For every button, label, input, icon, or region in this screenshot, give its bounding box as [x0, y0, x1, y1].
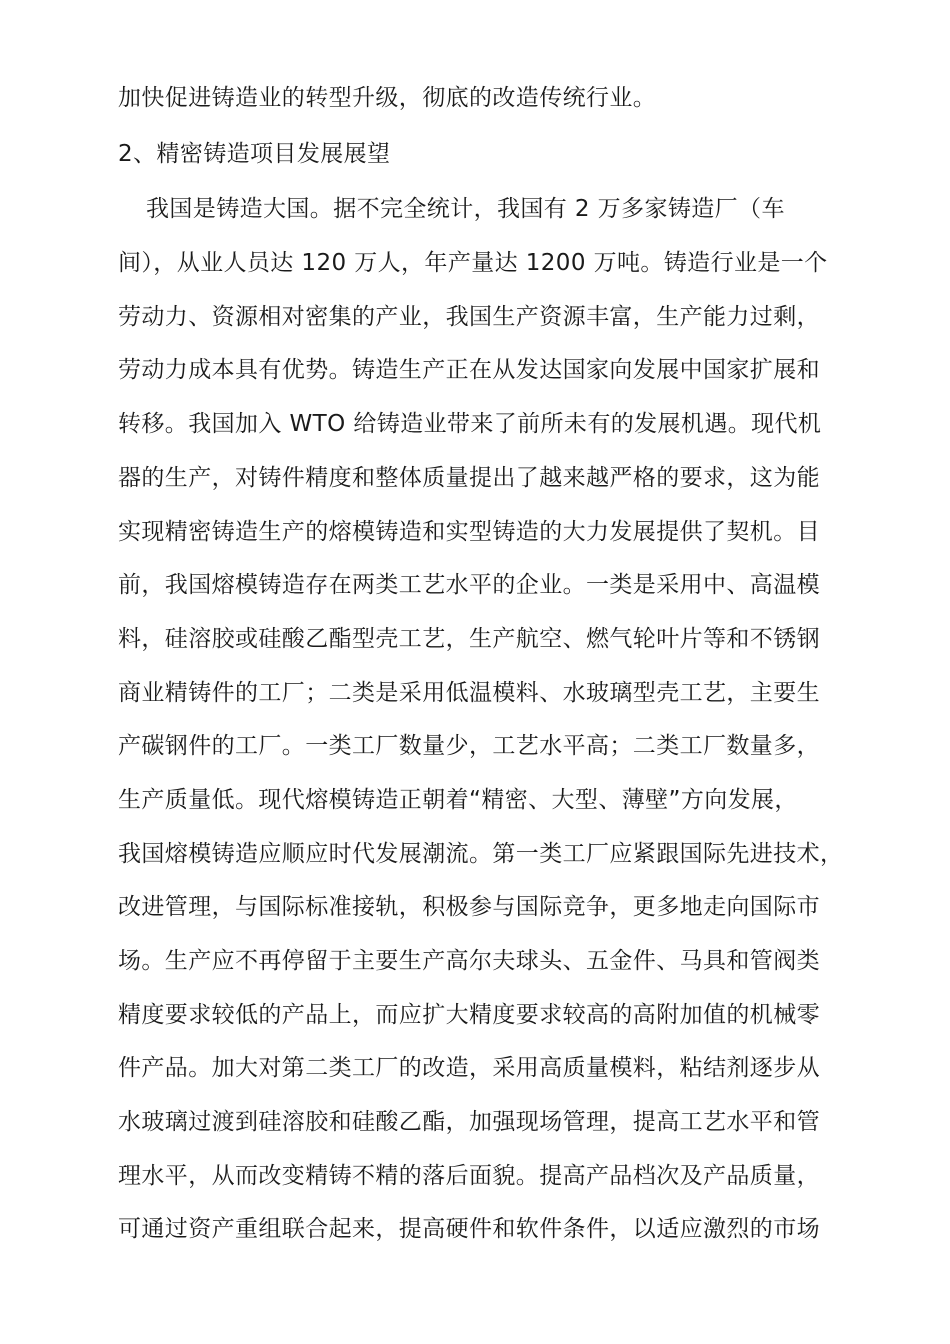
paragraph-line: 商业精铸件的工厂；二类是采用低温模料、水玻璃型壳工艺，主要生 — [118, 679, 820, 706]
section-heading: 2、精密铸造项目发展展望 — [118, 140, 391, 167]
paragraph-line: 改进管理，与国际标准接轨，积极参与国际竞争，更多地走向国际市 — [118, 894, 820, 921]
paragraph-line: 劳动力成本具有优势。铸造生产正在从发达国家向发展中国家扩展和 — [118, 357, 820, 384]
paragraph-line: 件产品。加大对第二类工厂的改造，采用高质量模料，粘结剂逐步从 — [118, 1055, 820, 1082]
paragraph-line: 水玻璃过渡到硅溶胶和硅酸乙酯，加强现场管理，提高工艺水平和管 — [118, 1109, 820, 1136]
paragraph-line: 生产质量低。现代熔模铸造正朝着“精密、大型、薄壁”方向发展， — [118, 786, 798, 813]
paragraph-line: 可通过资产重组联合起来，提高硬件和软件条件，以适应激烈的市场 — [118, 1216, 820, 1243]
paragraph-line: 料，硅溶胶或硅酸乙酯型壳工艺，生产航空、燃气轮叶片等和不锈钢 — [118, 625, 820, 652]
intro-line: 加快促进铸造业的转型升级，彻底的改造传统行业。 — [118, 85, 657, 111]
paragraph-line: 产碳钢件的工厂。一类工厂数量少，工艺水平高；二类工厂数量多， — [118, 733, 820, 760]
paragraph-line: 前，我国熔模铸造存在两类工艺水平的企业。一类是采用中、高温模 — [118, 572, 820, 599]
paragraph-line: 间），从业人员达 120 万人，年产量达 1200 万吨。铸造行业是一个 — [118, 250, 828, 277]
paragraph-line: 我国是铸造大国。据不完全统计，我国有 2 万多家铸造厂（车 — [146, 196, 785, 223]
paragraph-line: 转移。我国加入 WTO 给铸造业带来了前所未有的发展机遇。现代机 — [118, 411, 822, 438]
paragraph-line: 场。生产应不再停留于主要生产高尔夫球头、五金件、马具和管阀类 — [118, 948, 820, 974]
paragraph-line: 理水平，从而改变精铸不精的落后面貌。提高产品档次及产品质量， — [118, 1162, 820, 1189]
paragraph-line: 器的生产，对铸件精度和整体质量提出了越来越严格的要求，这为能 — [118, 464, 820, 491]
paragraph-line: 劳动力、资源相对密集的产业，我国生产资源丰富，生产能力过剩， — [118, 303, 820, 330]
document-page — [118, 72, 844, 1257]
paragraph-line: 我国熔模铸造应顺应时代发展潮流。第一类工厂应紧跟国际先进技术， — [118, 840, 844, 867]
paragraph-line: 精度要求较低的产品上，而应扩大精度要求较高的高附加值的机械零 — [118, 1001, 820, 1028]
body-paragraph — [118, 183, 844, 1257]
paragraph-line: 实现精密铸造生产的熔模铸造和实型铸造的大力发展提供了契机。目 — [118, 518, 820, 545]
